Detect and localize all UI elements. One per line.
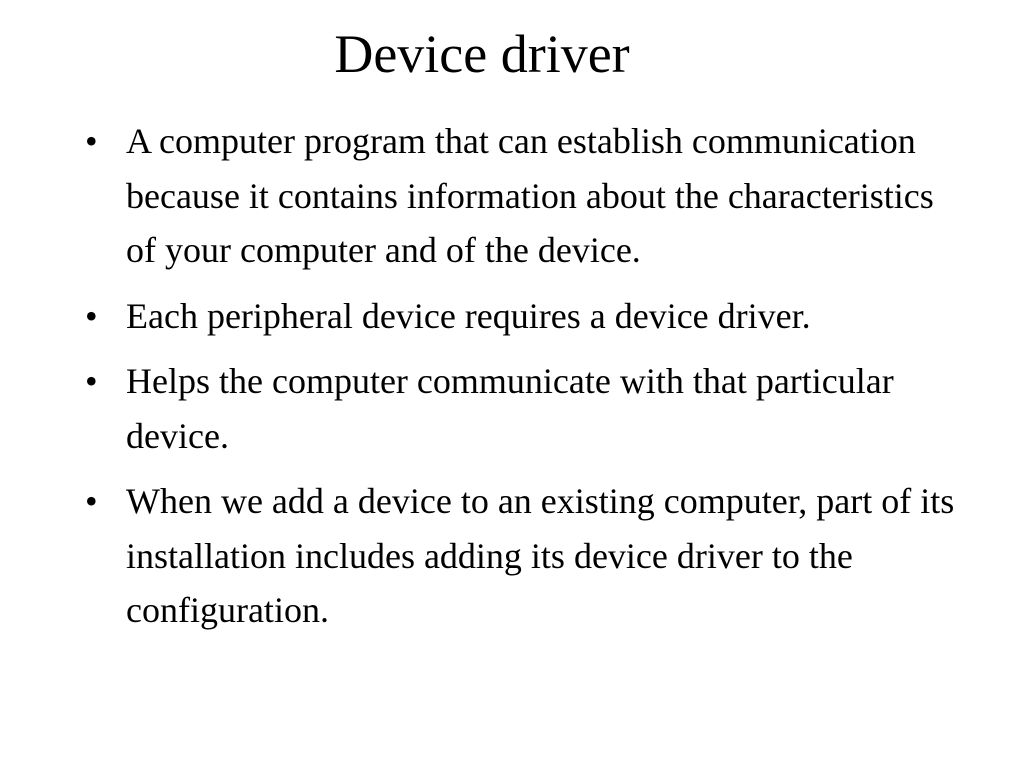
bullet-item (85, 474, 965, 638)
bullet-list (85, 114, 965, 649)
bullet-text: A computer program that can establish communication because it contains information about the characteristics of your computer and of the device. (126, 121, 934, 270)
bullet-icon: • (85, 361, 98, 401)
bullet-icon: • (85, 121, 98, 161)
bullet-item (85, 289, 965, 344)
bullet-text: Each peripheral device requires a device driver. (126, 295, 811, 336)
bullet-item (85, 114, 965, 278)
bullet-icon: • (85, 481, 98, 521)
slide-title: Device driver (334, 24, 630, 84)
bullet-icon: • (85, 295, 98, 336)
bullet-text: Helps the computer communicate with that particular device. (126, 361, 894, 456)
bullet-text: When we add a device to an existing computer, part of its installation includes adding its device driver to the configuration. (126, 481, 955, 630)
bullet-item (85, 354, 965, 463)
